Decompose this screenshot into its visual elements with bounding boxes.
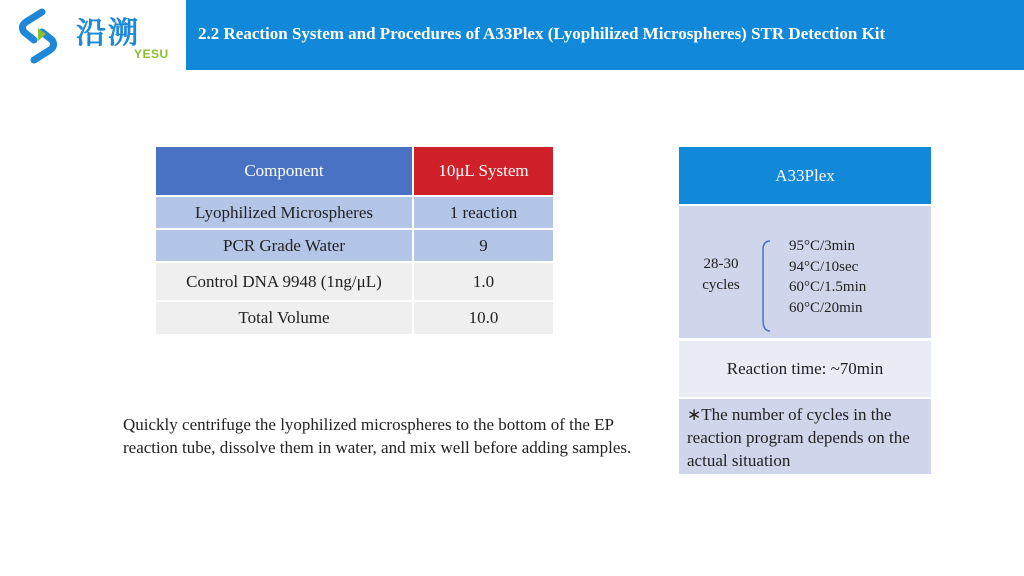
logo-english-text: YESU [134, 47, 169, 61]
table-cell: 10.0 [414, 302, 553, 334]
table-cell: 1.0 [414, 263, 553, 300]
page-title: 2.2 Reaction System and Procedures of A33Plex (Lyophilized Microspheres) STR Detection Kit [198, 24, 886, 43]
header-system: 10μL System [414, 147, 553, 195]
program-step: 94°C/10sec [789, 258, 859, 275]
logo-chinese-text: 沿溯 [76, 16, 140, 51]
table-row [156, 197, 553, 228]
reaction-time: Reaction time: ~70min [679, 341, 931, 397]
header-component: Component [156, 147, 412, 195]
table-row [156, 230, 553, 261]
program-step: 95°C/3min [789, 238, 856, 254]
program-steps-box [679, 206, 931, 338]
procedure-note: Quickly centrifuge the lyophilized microspheres to the bottom of the EP reaction tube, dissolve them in water, and mix well before adding samples. [123, 415, 632, 457]
table-cell: Total Volume [156, 302, 412, 334]
cycles-word: cycles [702, 277, 740, 293]
table-cell: 9 [414, 230, 553, 261]
program-step: 60°C/1.5min [789, 279, 867, 295]
table-cell: PCR Grade Water [156, 230, 412, 261]
table-header-row [156, 147, 553, 195]
header-bar [186, 0, 1024, 70]
table-cell: Lyophilized Microspheres [156, 197, 412, 228]
cycles-footnote: ∗The number of cycles in the reaction program depends on the actual situation [679, 399, 931, 474]
table-cell: 1 reaction [414, 197, 553, 228]
logo [0, 0, 186, 70]
program-steps [789, 236, 866, 318]
bracket-icon [761, 240, 771, 332]
program-step: 60°C/20min [789, 299, 863, 316]
yesu-logo-icon [16, 8, 60, 64]
cycles-label [693, 254, 749, 296]
table-row [156, 302, 553, 334]
table-row [156, 263, 553, 300]
cycles-count: 28-30 [703, 256, 739, 272]
table-cell: Control DNA 9948 (1ng/μL) [156, 263, 412, 300]
program-title: A33Plex [679, 147, 931, 204]
